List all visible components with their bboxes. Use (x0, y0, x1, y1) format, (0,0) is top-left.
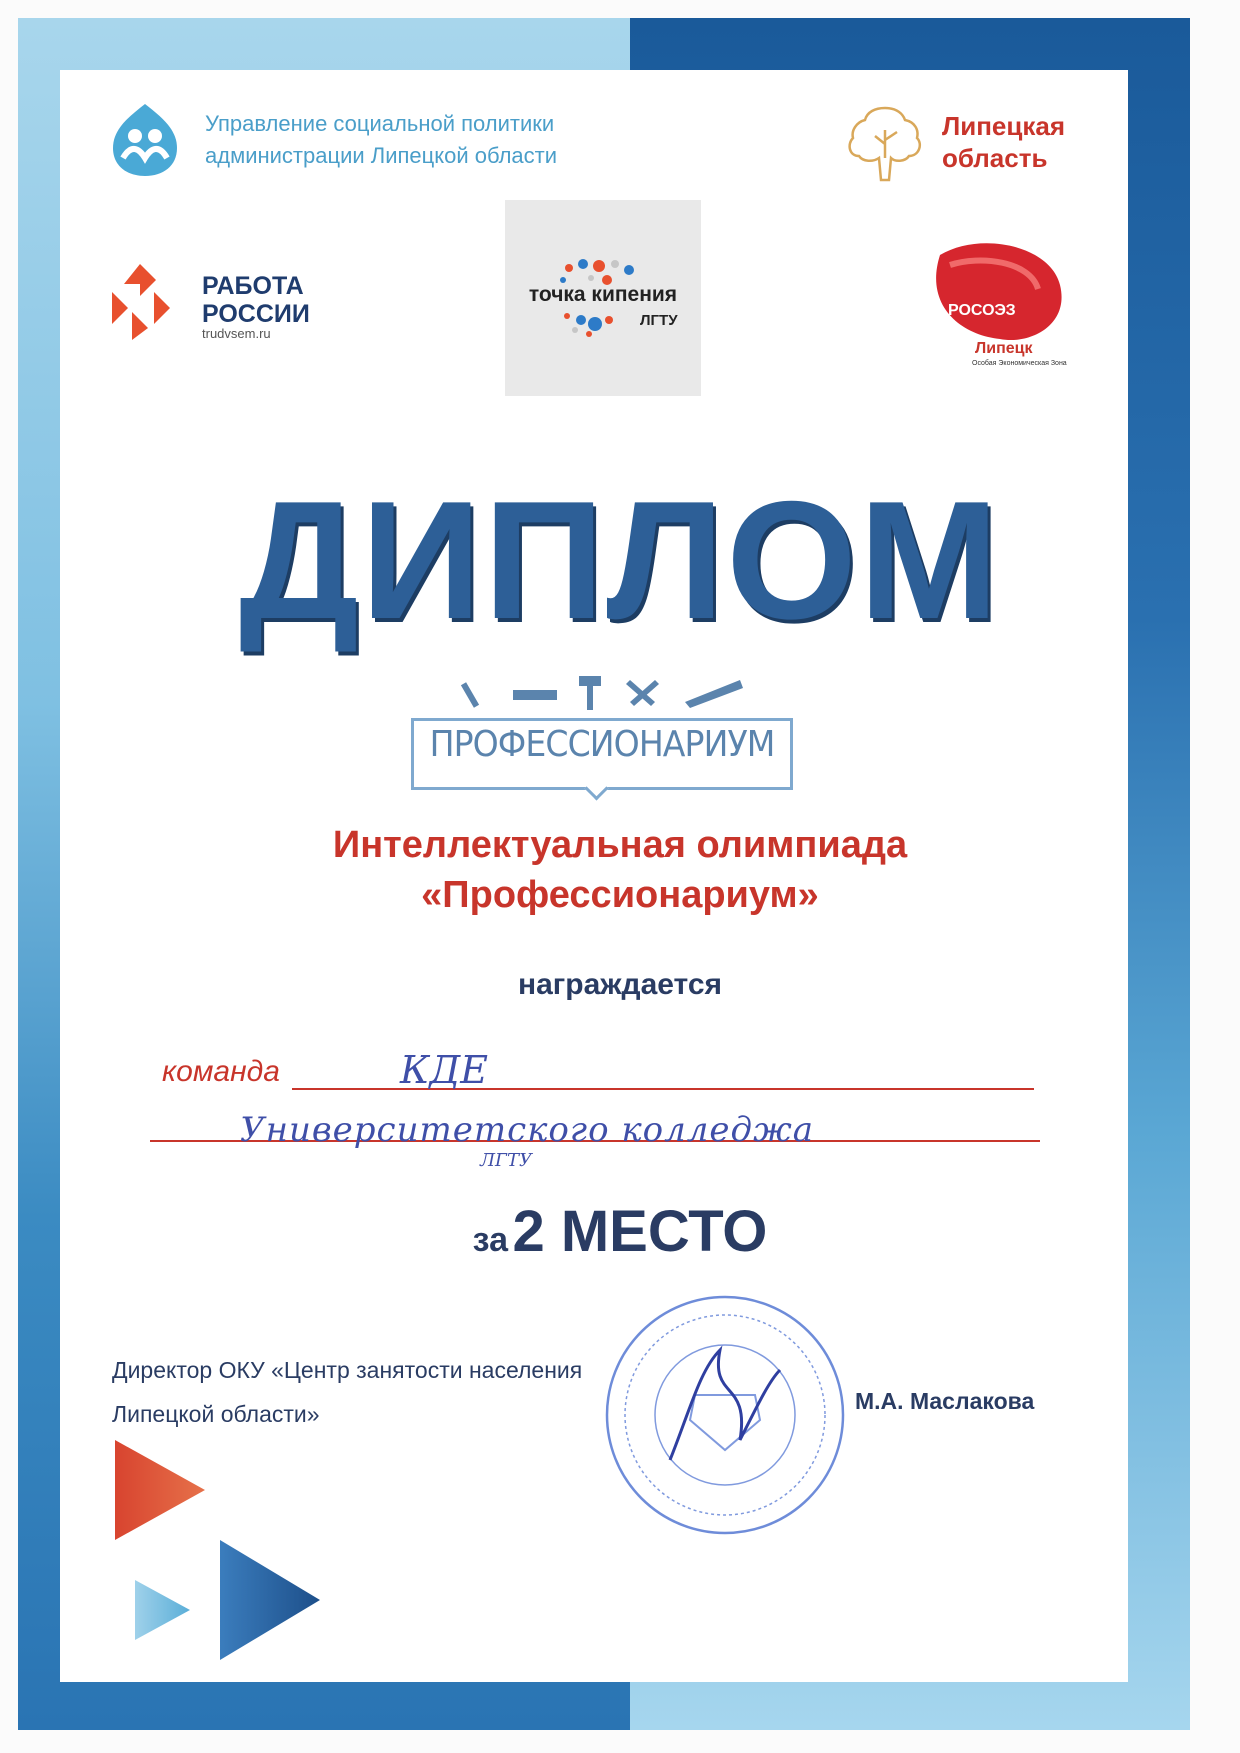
official-stamp-icon (600, 1290, 850, 1540)
rosoez-subtitle: Особая Экономическая Зона (972, 360, 1067, 367)
olympiad-line-2: «Профессионариум» (421, 874, 819, 916)
tochka-kipeniya-title: точка кипения (528, 283, 678, 306)
handwritten-team: КДЕ (400, 1048, 489, 1092)
place-value: 2 МЕСТО (512, 1199, 768, 1264)
rr-line-2: РОССИИ (202, 300, 310, 328)
awarded-label: награждается (517, 968, 723, 1001)
rosoez-city: Липецк (975, 340, 1033, 357)
lipetsk-tree-icon (845, 100, 925, 185)
team-label: команда (162, 1055, 280, 1088)
tochka-kipeniya-subtitle: ЛГТУ (640, 312, 678, 329)
director-line-1: Директор ОКУ «Центр занятости населения (112, 1357, 583, 1383)
rabota-rossii-wordmark (202, 272, 310, 328)
lip-line-1: Липецкая (942, 111, 1066, 141)
usp-logo-icon (105, 100, 185, 180)
professionarium-title: ПРОФЕССИОНАРИУМ (429, 724, 775, 765)
tools-row-icon (455, 672, 755, 712)
olympiad-title (0, 820, 1240, 920)
lip-line-2: область (942, 143, 1048, 173)
rabota-rossii-url: trudvsem.ru (202, 326, 271, 341)
place-prefix: за (472, 1221, 508, 1259)
olympiad-line-1: Интеллектуальная олимпиада (332, 824, 908, 866)
decorative-triangles-icon (110, 1430, 330, 1660)
handwritten-college: Университетского колледжа (240, 1110, 815, 1150)
rr-line-1: РАБОТА (202, 272, 304, 300)
lipetsk-region-label (942, 110, 1065, 174)
director-name: М.А. Маслакова (855, 1388, 1035, 1414)
usp-line-1: Управление социальной политики (205, 111, 555, 136)
diploma-title: ДИПЛОМ (239, 466, 1001, 654)
handwritten-abbrev: ЛГТУ (480, 1150, 532, 1171)
usp-org-name (205, 108, 557, 172)
rosoez-name: РОСОЭЗ (948, 302, 1016, 319)
usp-line-2: администрации Липецкой области (205, 143, 558, 168)
director-title (112, 1348, 582, 1436)
place-award (0, 1198, 1240, 1265)
rabota-rossii-logo-icon (110, 262, 190, 342)
director-line-2: Липецкой области» (112, 1401, 320, 1427)
